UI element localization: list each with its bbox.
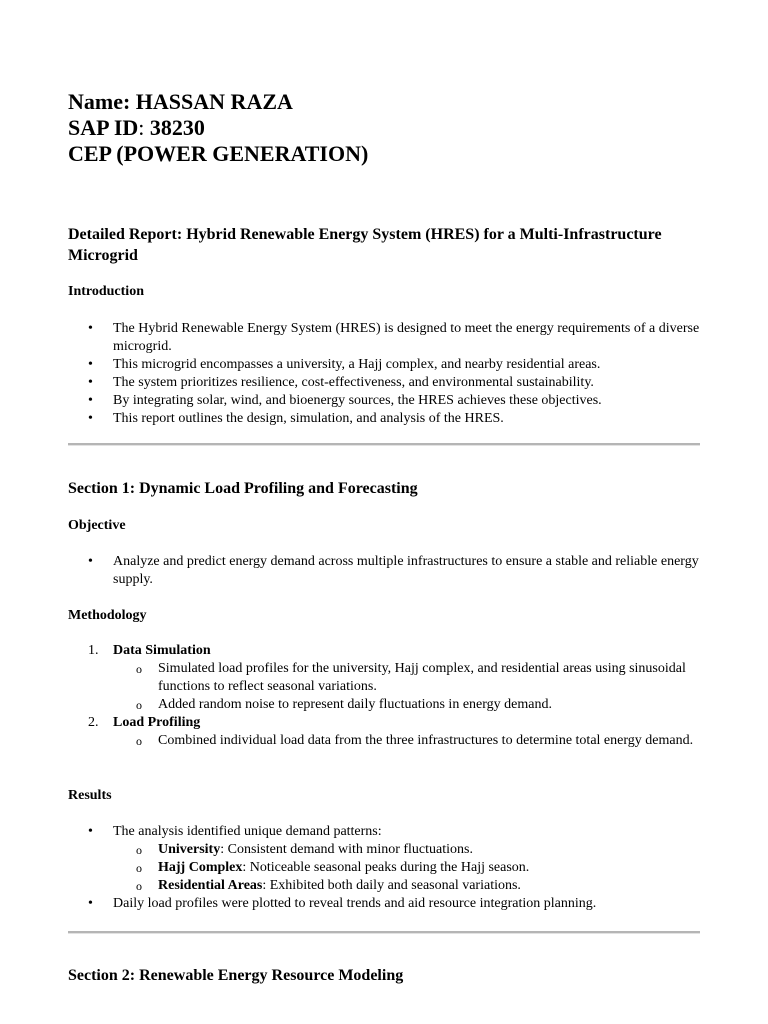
- step-number: 2.: [88, 715, 99, 730]
- sub-list-item: o Combined individual load data from the three infrastructures to determine total energy demand.: [136, 733, 694, 748]
- section-1-title: Section 1: Dynamic Load Profiling and Forecasting: [68, 480, 418, 497]
- sub-bullet-marker: o: [136, 879, 142, 893]
- step-number: 1.: [88, 643, 99, 658]
- methodology-list: [68, 642, 708, 750]
- methodology-heading: Methodology: [68, 608, 147, 623]
- author-header: [68, 89, 368, 167]
- course-line: CEP (POWER GENERATION): [68, 141, 369, 166]
- sap-id-line: [68, 115, 368, 141]
- list-item: • This report outlines the design, simulation, and analysis of the HRES.: [88, 411, 504, 426]
- section-divider: [68, 443, 700, 446]
- sub-bullet-marker: o: [136, 698, 142, 712]
- sub-list-item: o Residential Areas: Exhibited both daily and seasonal variations.: [136, 878, 521, 893]
- list-item: [68, 714, 708, 732]
- bullet-marker: •: [88, 411, 93, 426]
- list-item: [68, 642, 708, 660]
- sub-list-item: o Hajj Complex: Noticeable seasonal peaks during the Hajj season.: [136, 860, 530, 875]
- bullet-marker: •: [88, 824, 93, 839]
- results-heading: Results: [68, 788, 112, 803]
- step-label: Load Profiling: [113, 715, 201, 730]
- sub-list-item: o Added random noise to represent daily fluctuations in energy demand.: [136, 697, 552, 712]
- results-list: [68, 823, 708, 913]
- objective-heading: Objective: [68, 518, 126, 533]
- introduction-list: [68, 320, 708, 428]
- objective-list: [68, 553, 708, 589]
- section-divider: [68, 931, 700, 934]
- sub-bullet-marker: o: [136, 861, 142, 875]
- sub-bullet-marker: o: [136, 734, 142, 748]
- bullet-marker: •: [88, 357, 93, 372]
- bullet-marker: •: [88, 554, 93, 569]
- introduction-heading: Introduction: [68, 284, 144, 299]
- bullet-marker: •: [88, 375, 93, 390]
- report-title: Detailed Report: Hybrid Renewable Energy System (HRES) for a Multi-Infrastructure Microgrid: [68, 226, 662, 264]
- list-item: • The analysis identified unique demand patterns:: [88, 824, 382, 839]
- sub-bullet-marker: o: [136, 662, 142, 676]
- bullet-marker: •: [88, 896, 93, 911]
- sap-id-label: SAP ID: [68, 115, 139, 140]
- step-label: Data Simulation: [113, 643, 211, 658]
- author-name: Name: HASSAN RAZA: [68, 89, 293, 114]
- sub-list-item: o University: Consistent demand with minor fluctuations.: [136, 842, 473, 857]
- sub-list-item: o Simulated load profiles for the university, Hajj complex, and residential areas using sinusoidal functions to reflect seasonal variations.: [136, 661, 686, 694]
- sub-bullet-marker: o: [136, 843, 142, 857]
- bullet-marker: •: [88, 393, 93, 408]
- list-item: • The system prioritizes resilience, cost-effectiveness, and environmental sustainability.: [88, 375, 594, 390]
- sap-id-colon: :: [138, 115, 145, 140]
- list-item: • By integrating solar, wind, and bioenergy sources, the HRES achieves these objectives.: [88, 393, 602, 408]
- bullet-marker: •: [88, 321, 93, 336]
- sap-id-value: 38230: [144, 115, 205, 140]
- list-item: • This microgrid encompasses a university, a Hajj complex, and nearby residential areas.: [88, 357, 601, 372]
- list-item: • The Hybrid Renewable Energy System (HRES) is designed to meet the energy requirements of a diverse microgrid.: [88, 321, 700, 354]
- list-item: • Analyze and predict energy demand across multiple infrastructures to ensure a stable and reliable energy supply.: [88, 554, 699, 587]
- section-2-title: Section 2: Renewable Energy Resource Modeling: [68, 967, 404, 984]
- list-item: • Daily load profiles were plotted to reveal trends and aid resource integration planning.: [88, 896, 597, 911]
